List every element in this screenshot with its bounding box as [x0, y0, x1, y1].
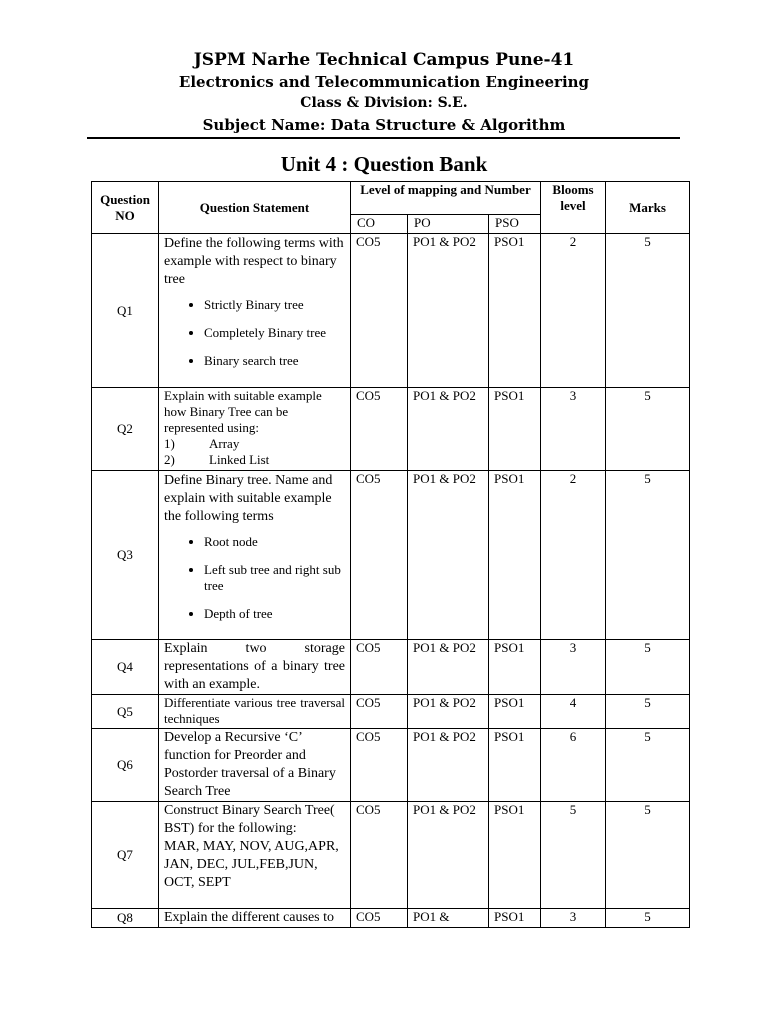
po-value: PO1 & PO2 — [408, 388, 489, 471]
question-statement — [159, 471, 351, 640]
question-number: Q5 — [92, 695, 159, 729]
marks-value: 5 — [606, 471, 690, 640]
college-name: JSPM Narhe Technical Campus Pune-41 — [193, 50, 575, 70]
question-text: Explain with suitable example how Binary Tree can be represented using: — [164, 388, 322, 435]
list-item: • Completely Binary tree — [204, 325, 345, 341]
header-mapping: Level of mapping and Number — [351, 182, 541, 215]
po-value: PO1 & PO2 — [408, 802, 489, 909]
marks-value: 5 — [606, 802, 690, 909]
co-value: CO5 — [351, 802, 408, 909]
question-number: Q4 — [92, 640, 159, 695]
co-value: CO5 — [351, 388, 408, 471]
po-value: PO1 & — [408, 909, 489, 928]
blooms-value: 3 — [541, 388, 606, 471]
marks-value: 5 — [606, 640, 690, 695]
blooms-value: 2 — [541, 471, 606, 640]
header-question-no: Question NO — [92, 182, 159, 234]
class-division: Class & Division: S.E. — [300, 95, 468, 111]
department-name: Electronics and Telecommunication Engineering — [178, 73, 590, 91]
list-number: 1) — [164, 436, 175, 451]
pso-value: PSO1 — [489, 802, 541, 909]
marks-value: 5 — [606, 909, 690, 928]
question-data: MAR, MAY, NOV, AUG,APR, JAN, DEC, JUL,FEB,JUN, OCT, SEPT — [164, 839, 339, 890]
pso-value: PSO1 — [489, 234, 541, 388]
blooms-value: 3 — [541, 909, 606, 928]
bullet-list — [164, 534, 345, 622]
pso-value: PSO1 — [489, 640, 541, 695]
list-item: • Depth of tree — [204, 606, 345, 622]
header-question-statement: Question Statement — [159, 182, 351, 234]
page-title: Unit 4 : Question Bank — [280, 152, 488, 176]
list-item — [164, 436, 345, 452]
marks-value: 5 — [606, 695, 690, 729]
question-number: Q8 — [92, 909, 159, 928]
question-statement — [159, 802, 351, 909]
header-po: PO — [408, 215, 489, 234]
list-text: Linked List — [209, 452, 270, 467]
list-item: • Binary search tree — [204, 353, 345, 369]
question-statement: Explain the different causes to — [159, 909, 351, 928]
co-value: CO5 — [351, 729, 408, 802]
table-row — [92, 234, 690, 388]
blooms-value: 2 — [541, 234, 606, 388]
question-number: Q7 — [92, 802, 159, 909]
question-text: Define the following terms with example with respect to binary tree — [164, 236, 344, 287]
question-statement: Differentiate various tree traversal techniques — [159, 695, 351, 729]
pso-value: PSO1 — [489, 729, 541, 802]
header-pso: PSO — [489, 215, 541, 234]
pso-value: PSO1 — [489, 388, 541, 471]
po-value: PO1 & PO2 — [408, 234, 489, 388]
blooms-value: 3 — [541, 640, 606, 695]
list-item — [164, 452, 345, 468]
co-value: CO5 — [351, 471, 408, 640]
marks-value: 5 — [606, 729, 690, 802]
po-value: PO1 & PO2 — [408, 729, 489, 802]
co-value: CO5 — [351, 695, 408, 729]
marks-value: 5 — [606, 234, 690, 388]
question-number: Q6 — [92, 729, 159, 802]
subject-name: Subject Name: Data Structure & Algorithm — [202, 116, 566, 134]
pso-value: PSO1 — [489, 695, 541, 729]
list-item: • Left sub tree and right sub tree — [204, 562, 345, 594]
question-statement: Explain two storage representations of a binary tree with an example. — [159, 640, 351, 695]
table-row — [92, 729, 690, 802]
header-co: CO — [351, 215, 408, 234]
header-blooms-level: Blooms level — [541, 182, 606, 234]
list-number: 2) — [164, 452, 175, 467]
question-text: Define Binary tree. Name and explain with suitable example the following terms — [164, 473, 333, 524]
list-item: • Root node — [204, 534, 345, 550]
question-statement — [159, 234, 351, 388]
question-statement — [159, 388, 351, 471]
po-value: PO1 & PO2 — [408, 471, 489, 640]
list-text: Array — [209, 436, 240, 451]
pso-value: PSO1 — [489, 909, 541, 928]
bullet-list — [164, 297, 345, 369]
question-number: Q2 — [92, 388, 159, 471]
table-row — [92, 388, 690, 471]
question-bank-table — [91, 181, 690, 928]
table-row — [92, 695, 690, 729]
blooms-value: 4 — [541, 695, 606, 729]
co-value: CO5 — [351, 640, 408, 695]
question-statement: Develop a Recursive ‘C’ function for Preorder and Postorder traversal of a Binary Search Tree — [159, 729, 351, 802]
table-row — [92, 640, 690, 695]
blooms-value: 6 — [541, 729, 606, 802]
co-value: CO5 — [351, 234, 408, 388]
table-row — [92, 802, 690, 909]
question-text: Construct Binary Search Tree( BST) for the following: — [164, 803, 335, 836]
header-divider — [87, 137, 680, 139]
marks-value: 5 — [606, 388, 690, 471]
list-item: • Strictly Binary tree — [204, 297, 345, 313]
pso-value: PSO1 — [489, 471, 541, 640]
table-row — [92, 909, 690, 928]
po-value: PO1 & PO2 — [408, 695, 489, 729]
table-row — [92, 471, 690, 640]
header-marks: Marks — [606, 182, 690, 234]
po-value: PO1 & PO2 — [408, 640, 489, 695]
question-number: Q3 — [92, 471, 159, 640]
blooms-value: 5 — [541, 802, 606, 909]
question-number: Q1 — [92, 234, 159, 388]
co-value: CO5 — [351, 909, 408, 928]
